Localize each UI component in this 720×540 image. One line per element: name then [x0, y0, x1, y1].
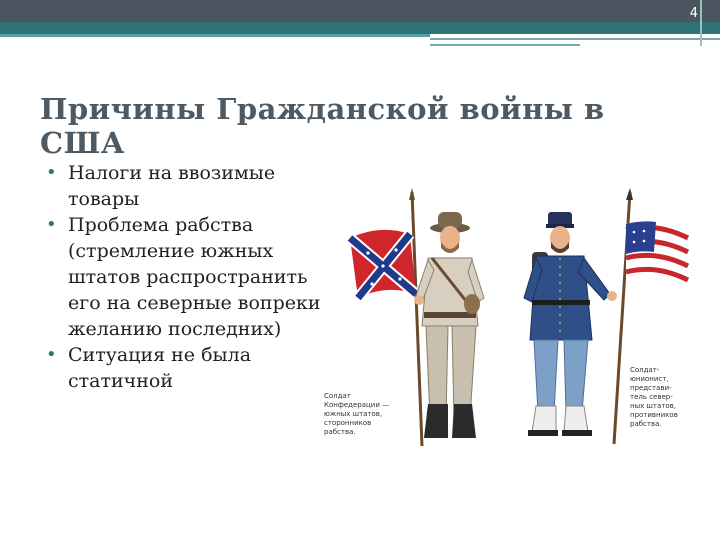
soldiers-illustration: [320, 186, 700, 456]
bullet-icon: •: [46, 344, 57, 365]
caption-right-line: ных штатов,: [630, 402, 676, 410]
bullet-icon: •: [46, 162, 57, 183]
caption-right-line: тель север-: [630, 393, 673, 401]
page-number: 4: [689, 6, 698, 21]
caption-right: [630, 366, 680, 428]
caption-right-line: противников: [630, 411, 678, 419]
bullet-item: [44, 212, 334, 342]
caption-left-line: Конфедерации —: [324, 401, 390, 409]
caption-left-line: сторонников: [324, 419, 372, 427]
bullet-icon: •: [46, 214, 57, 235]
header-line: [430, 38, 720, 40]
header-divider: [700, 0, 702, 46]
bullet-text: Ситуация не была статичной: [68, 344, 252, 392]
bullet-list: [44, 160, 334, 394]
header-band-accent: [0, 34, 430, 37]
bullet-item: [44, 342, 334, 394]
caption-left-line: рабства.: [324, 428, 356, 436]
caption-right-line: рабства.: [630, 420, 662, 428]
caption-right-line: юнионист,: [630, 375, 669, 383]
bullet-text: Проблема рабства (стремление южных штатов распространить его на северные вопреки желанию последних): [68, 214, 321, 340]
caption-left-line: южных штатов,: [324, 410, 383, 418]
bullet-text: Налоги на ввозимые товары: [68, 162, 276, 210]
caption-left-line: Солдат: [324, 392, 351, 400]
us-flag: [626, 221, 688, 288]
caption-right-line: Солдат-: [630, 366, 660, 374]
caption-left: [324, 392, 391, 436]
header-band-teal: [0, 22, 720, 34]
caption-right-line: представи-: [630, 384, 672, 392]
confederate-flag: [350, 230, 416, 298]
bullet-item: [44, 160, 334, 212]
header-line-short: [430, 44, 580, 46]
header-band-dark: [0, 0, 720, 22]
slide-title: Причины Гражданской войны в США: [40, 92, 605, 160]
